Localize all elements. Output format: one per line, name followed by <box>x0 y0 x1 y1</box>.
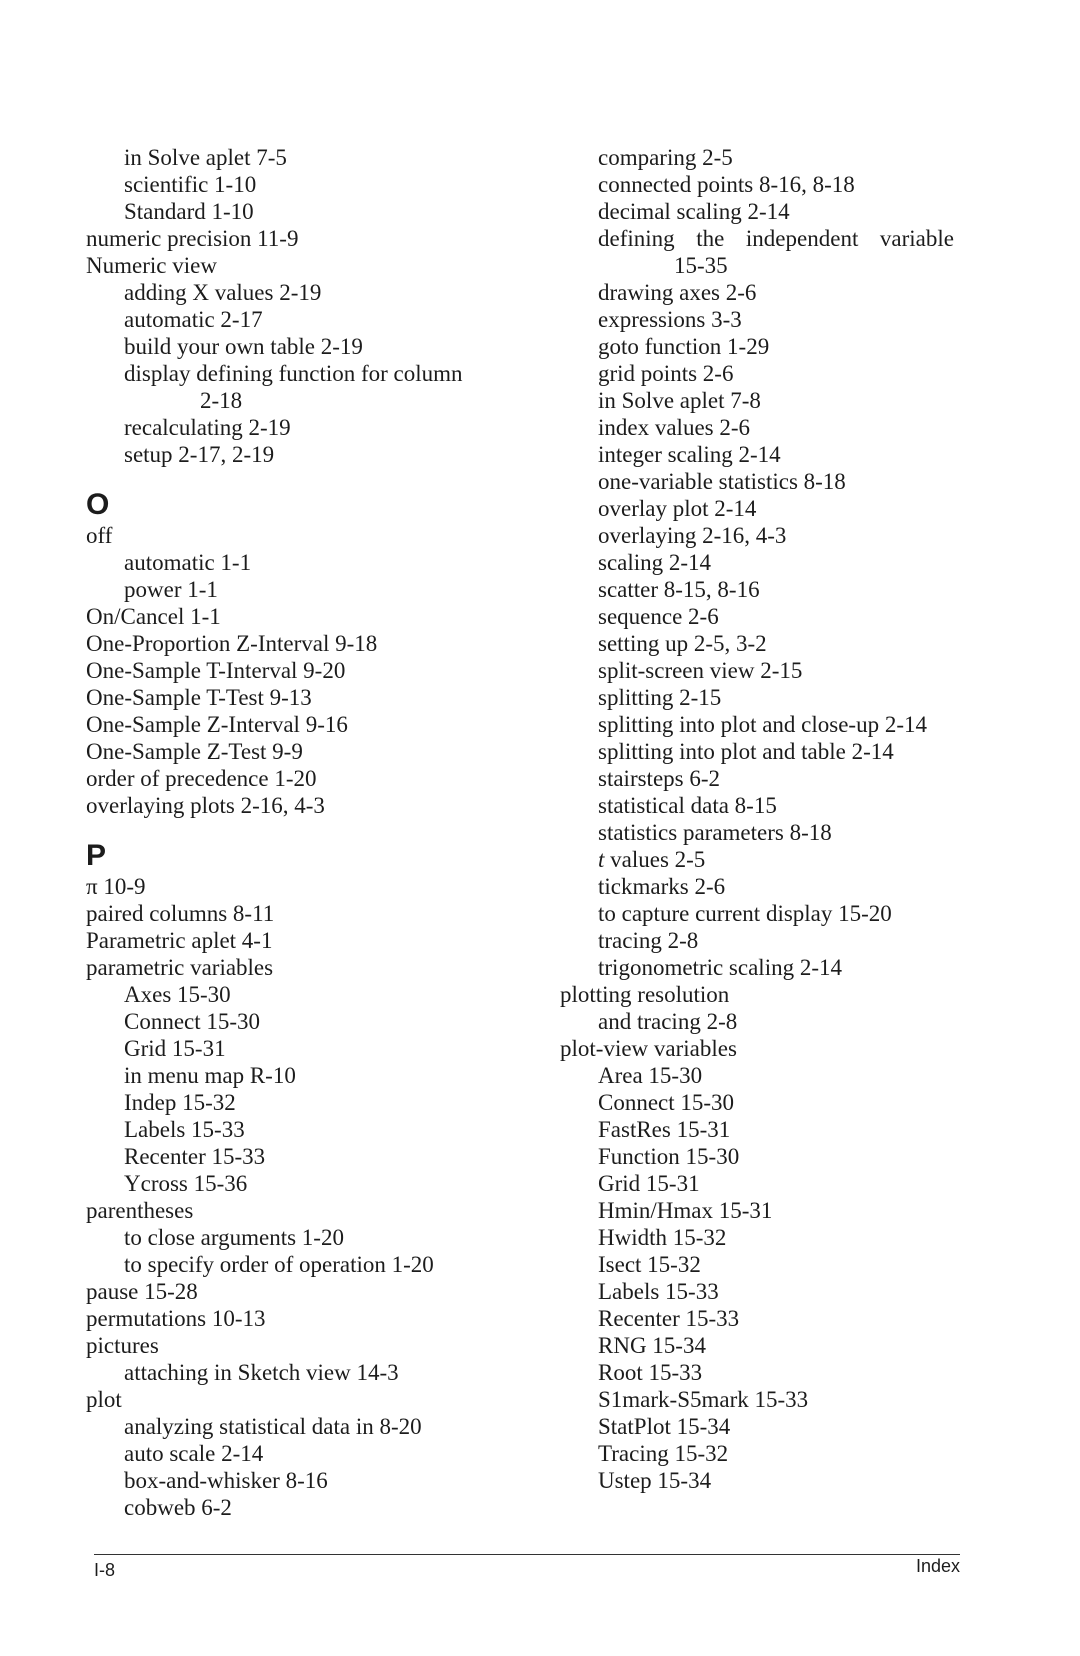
index-entry: overlaying plots 2-16, 4-3 <box>86 793 325 818</box>
section-name: Index <box>915 1556 960 1576</box>
index-entry: automatic 2-17 <box>124 307 263 332</box>
index-entry: StatPlot 15-34 <box>598 1414 731 1439</box>
index-entry: statistics parameters 8-18 <box>598 820 832 845</box>
index-entry: integer scaling 2-14 <box>598 442 781 467</box>
index-entry: splitting into plot and close-up 2-14 <box>598 712 927 737</box>
index-entry: to specify order of operation 1-20 <box>124 1252 434 1277</box>
index-entry: overlaying 2-16, 4-3 <box>598 523 787 548</box>
index-entry: connected points 8-16, 8-18 <box>598 172 855 197</box>
index-entry: Connect 15-30 <box>124 1009 261 1034</box>
entry-word: independent <box>745 226 859 251</box>
index-entry: One-Sample T-Test 9-13 <box>86 685 312 710</box>
index-entry: Axes 15-30 <box>124 982 231 1007</box>
index-entry: build your own table 2-19 <box>124 334 363 359</box>
index-entry: Grid 15-31 <box>598 1171 700 1196</box>
page-number: I-8 <box>94 1560 116 1580</box>
index-entry: Tracing 15-32 <box>598 1441 729 1466</box>
index-entry: permutations 10-13 <box>86 1306 266 1331</box>
index-entry: grid points 2-6 <box>598 361 734 386</box>
index-entry: index values 2-6 <box>598 415 751 440</box>
index-entry: One-Proportion Z-Interval 9-18 <box>86 631 378 656</box>
index-entry: Area 15-30 <box>598 1063 703 1088</box>
index-entry: scientific 1-10 <box>124 172 257 197</box>
index-entry: Function 15-30 <box>598 1144 740 1169</box>
index-entry: drawing axes 2-6 <box>598 280 757 305</box>
index-entry: numeric precision 11-9 <box>86 226 299 251</box>
index-entry: power 1-1 <box>124 577 218 602</box>
index-entry: cobweb 6-2 <box>124 1495 232 1520</box>
justified-entry <box>598 225 954 252</box>
index-entry: paired columns 8-11 <box>86 901 275 926</box>
index-entry: decimal scaling 2-14 <box>598 199 790 224</box>
index-entry: On/Cancel 1-1 <box>86 604 221 629</box>
index-entry: split-screen view 2-15 <box>598 658 803 683</box>
index-entry: One-Sample Z-Test 9-9 <box>86 739 303 764</box>
italic-variable: t <box>598 847 605 872</box>
index-entry: setup 2-17, 2-19 <box>124 442 275 467</box>
index-entry: comparing 2-5 <box>598 145 733 170</box>
index-entry: setting up 2-5, 3-2 <box>598 631 767 656</box>
index-entry: analyzing statistical data in 8-20 <box>124 1414 422 1439</box>
index-entry: Recenter 15-33 <box>124 1144 266 1169</box>
index-entry: stairsteps 6-2 <box>598 766 721 791</box>
index-entry: in Solve aplet 7-5 <box>124 145 287 170</box>
section-letter-o: O <box>86 488 110 521</box>
index-entry: Hwidth 15-32 <box>598 1225 727 1250</box>
index-entry: order of precedence 1-20 <box>86 766 317 791</box>
index-entry: Root 15-33 <box>598 1360 703 1385</box>
index-entry: Ycross 15-36 <box>124 1171 248 1196</box>
index-entry: parentheses <box>86 1198 194 1223</box>
index-entry: splitting into plot and table 2-14 <box>598 739 894 764</box>
index-entry: expressions 3-3 <box>598 307 742 332</box>
entry-word: variable <box>879 226 954 251</box>
index-entry: tickmarks 2-6 <box>598 874 726 899</box>
index-entry: pictures <box>86 1333 159 1358</box>
index-entry: off <box>86 523 113 548</box>
entry-word: the <box>696 226 725 251</box>
entry-text: values 2-5 <box>604 847 706 872</box>
index-entry: sequence 2-6 <box>598 604 719 629</box>
index-entry: Numeric view <box>86 253 217 278</box>
index-entry: to close arguments 1-20 <box>124 1225 344 1250</box>
index-entry: pause 15-28 <box>86 1279 198 1304</box>
index-entry-continuation: 15-35 <box>674 253 728 278</box>
index-left-column <box>86 144 506 1521</box>
index-entry: Indep 15-32 <box>124 1090 236 1115</box>
index-entry: Standard 1-10 <box>124 199 254 224</box>
index-entry: plot <box>86 1387 122 1412</box>
index-entry: in Solve aplet 7-8 <box>598 388 761 413</box>
index-entry: scatter 8-15, 8-16 <box>598 577 760 602</box>
index-entry: statistical data 8-15 <box>598 793 777 818</box>
index-entry: scaling 2-14 <box>598 550 712 575</box>
index-entry: Connect 15-30 <box>598 1090 735 1115</box>
index-entry: auto scale 2-14 <box>124 1441 264 1466</box>
index-right-column <box>560 144 960 1494</box>
index-entry: S1mark-S5mark 15-33 <box>598 1387 809 1412</box>
index-entry <box>560 225 960 252</box>
index-entry: RNG 15-34 <box>598 1333 706 1358</box>
index-entry: Hmin/Hmax 15-31 <box>598 1198 773 1223</box>
index-entry: and tracing 2-8 <box>598 1009 738 1034</box>
index-entry: tracing 2-8 <box>598 928 699 953</box>
index-entry: Ustep 15-34 <box>598 1468 712 1493</box>
index-entry: box-and-whisker 8-16 <box>124 1468 328 1493</box>
index-entry: in menu map R-10 <box>124 1063 296 1088</box>
index-entry: to capture current display 15-20 <box>598 901 892 926</box>
index-entry: Labels 15-33 <box>598 1279 719 1304</box>
index-entry: display defining function for column <box>124 361 463 386</box>
index-entry: FastRes 15-31 <box>598 1117 731 1142</box>
index-entry: splitting 2-15 <box>598 685 722 710</box>
index-entry-continuation: 2-18 <box>200 388 243 413</box>
index-entry: overlay plot 2-14 <box>598 496 757 521</box>
index-entry: trigonometric scaling 2-14 <box>598 955 842 980</box>
index-entry: Isect 15-32 <box>598 1252 701 1277</box>
index-entry: automatic 1-1 <box>124 550 252 575</box>
index-entry: One-Sample T-Interval 9-20 <box>86 658 346 683</box>
index-entry: Recenter 15-33 <box>598 1306 740 1331</box>
index-entry: Labels 15-33 <box>124 1117 245 1142</box>
footer-divider <box>94 1554 960 1555</box>
index-entry: One-Sample Z-Interval 9-16 <box>86 712 348 737</box>
index-entry: plot-view variables <box>560 1036 737 1061</box>
index-entry: adding X values 2-19 <box>124 280 322 305</box>
index-entry: π 10-9 <box>86 874 146 899</box>
index-entry: plotting resolution <box>560 982 730 1007</box>
index-entry <box>560 846 960 873</box>
index-entry: Grid 15-31 <box>124 1036 226 1061</box>
entry-word: defining <box>598 226 675 251</box>
index-entry: one-variable statistics 8-18 <box>598 469 846 494</box>
index-entry: goto function 1-29 <box>598 334 770 359</box>
index-entry: parametric variables <box>86 955 274 980</box>
section-letter-p: P <box>86 839 107 872</box>
index-entry: Parametric aplet 4-1 <box>86 928 273 953</box>
index-entry: recalculating 2-19 <box>124 415 291 440</box>
index-entry: attaching in Sketch view 14-3 <box>124 1360 399 1385</box>
